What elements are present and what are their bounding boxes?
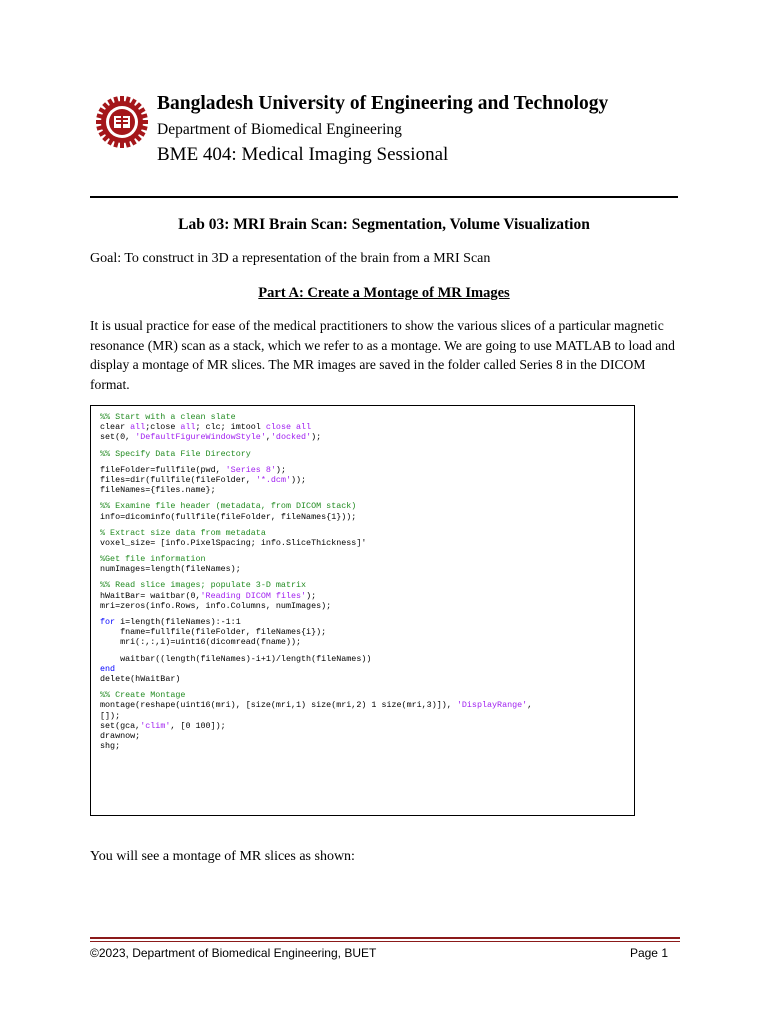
code-line: set(0, 'DefaultFigureWindowStyle','docked'); (100, 432, 322, 443)
code-line: []); (100, 710, 121, 721)
code-line: delete(hWaitBar) (100, 673, 181, 684)
code-line: files=dir(fullfile(fileFolder, '*.dcm')); (100, 474, 307, 485)
code-line: %% Examine file header (metadata, from DICOM stack) (100, 501, 357, 512)
code-line: shg; (100, 741, 121, 752)
code-line: for i=length(fileNames):-1:1 (100, 617, 241, 627)
matlab-code-block (90, 405, 635, 816)
part-a-heading: Part A: Create a Montage of MR Images (258, 285, 510, 301)
code-line: montage(reshape(uint16(mri), [size(mri,1) size(mri,2) 1 size(mri,3)]), 'DisplayRange', (100, 700, 533, 711)
page-number: Page 1 (629, 946, 668, 960)
lab-title: Lab 03: MRI Brain Scan: Segmentation, Volume Visualization (178, 216, 590, 233)
university-name: Bangladesh University of Engineering and Technology (157, 93, 609, 114)
buet-logo-icon (94, 94, 150, 150)
code-line: %% Start with a clean slate (100, 412, 236, 422)
code-line: % Extract size data from metadata (100, 527, 266, 538)
course-title: BME 404: Medical Imaging Sessional (157, 144, 449, 165)
code-line: %% Read slice images; populate 3-D matrix (100, 580, 307, 591)
goal-text: Goal: To construct in 3D a representation of the brain from a MRI Scan (90, 251, 491, 266)
code-line: mri(:,:,i)=uint16(dicomread(fname)); (100, 637, 302, 648)
footer-copyright: ©2023, Department of Biomedical Engineering, BUET (90, 946, 377, 960)
code-line: set(gca,'clim', [0 100]); (100, 720, 226, 731)
code-line: mri=zeros(info.Rows, info.Columns, numImages); (100, 600, 332, 611)
department-name: Department of Biomedical Engineering (157, 121, 402, 138)
code-line: %% Specify Data File Directory (100, 448, 251, 459)
code-line: hWaitBar= waitbar(0,'Reading DICOM files'); (100, 590, 317, 601)
code-line: end (100, 663, 116, 674)
montage-caption: You will see a montage of MR slices as shown: (90, 849, 355, 864)
code-line: info=dicominfo(fullfile(fileFolder, fileNames{1})); (100, 511, 357, 522)
code-line: fileFolder=fullfile(pwd, 'Series 8'); (100, 464, 286, 475)
code-line: numImages=length(fileNames); (100, 564, 241, 575)
code-line: voxel_size= [info.PixelSpacing; info.SliceThickness]' (100, 537, 367, 548)
code-line: %Get file information (100, 554, 206, 565)
code-line: fname=fullfile(fileFolder, fileNames{i}); (100, 627, 327, 638)
header-divider (90, 196, 678, 198)
code-line: %% Create Montage (100, 690, 186, 701)
code-line: waitbar((length(fileNames)-i+1)/length(fileNames)) (100, 653, 372, 664)
footer-divider (90, 937, 680, 939)
code-line: fileNames={files.name}; (100, 485, 216, 496)
intro-paragraph: It is usual practice for ease of the medical practitioners to show the various slices of a particular magnetic resonance (MR) scan as a stack, which we refer to as a montage. We are going to use MATLAB to load and display a montage of MR slices. The MR images are saved in the folder called Series 8 in the DICOM format. (90, 318, 675, 392)
code-line: clear all;close all; clc; imtool close all (100, 422, 312, 433)
footer-divider-thin (90, 941, 680, 942)
code-line: drawnow; (100, 730, 141, 741)
